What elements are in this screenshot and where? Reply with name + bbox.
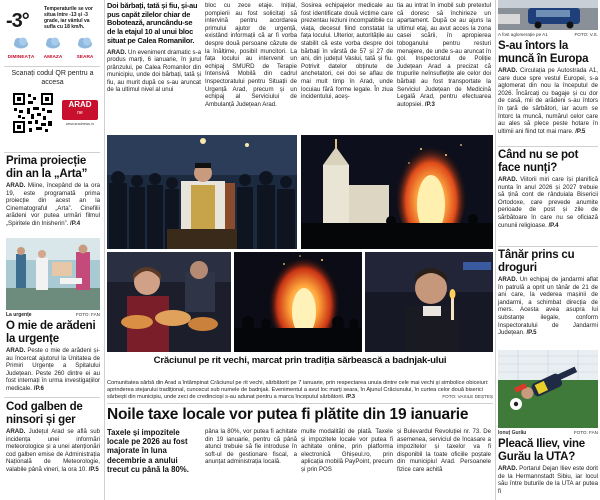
article-text: Miine, începând de la ora 19, este programată prima proiecție din acest an la Cinematograful „Arta”. Cinefilii arădeni vor putea urmări filmul „Spiritele din Inisherin”.: [6, 182, 100, 227]
article-text: Un echipaj de jandarmi aflat în patrulă a oprit un tânăr de 21 de ani care, la vederea mașinii de jandarmi, a schimbat direcția de mers. Acesta avea asupra lui substanțe ilegale, conform Inspectoratului de Jandarmi Județean.: [498, 276, 598, 337]
article-text: Portarul Dejan Iliev este dorit de la Hermannstadt Sibiu, iar locul său între buturile de la UTA ar putea fi: [498, 465, 598, 495]
photo-feature-credit: FOTO: VASILE DEȘTEȘ: [442, 394, 493, 399]
photo-feature-caption: [107, 380, 493, 401]
lead-story: [107, 0, 493, 134]
article-lead: ARAD.: [498, 176, 518, 183]
right-article-a1[interactable]: [498, 40, 598, 135]
arad-logo: [62, 100, 98, 120]
cloud-icon: [12, 36, 30, 50]
page-ref: /P.4: [548, 221, 559, 229]
weather-period-evening: [70, 36, 100, 60]
photo-church-bonfire-image: [301, 135, 493, 249]
arad-logo-caption[interactable]: www.aradnews.ro: [65, 122, 95, 126]
left-column: [0, 0, 103, 500]
article-lead: ARAD.: [6, 428, 26, 435]
headline[interactable]: S-au întors la muncă în Europa: [498, 40, 589, 65]
emergency-photo-label: La urgențe: [6, 312, 32, 318]
headline[interactable]: Când nu se pot face nunți?: [498, 149, 579, 174]
photo-goalkeeper: [498, 350, 598, 428]
weather-periods: [6, 36, 102, 64]
photo-bonfire-crowd-image: [234, 252, 362, 352]
page-ref: /P.6: [33, 384, 44, 392]
photo-woman-bread: [107, 252, 231, 352]
headline[interactable]: Pleacă Iliev, vine Gurău la UTA?: [498, 438, 585, 463]
article-body: [6, 347, 100, 393]
right-article-uta[interactable]: [498, 438, 598, 495]
emergency-photo: [6, 238, 100, 310]
article-body: [498, 276, 598, 337]
article-body: [6, 182, 100, 228]
left-article-cod-galben[interactable]: [6, 401, 100, 474]
weather-description: Temperaturile se vor situa între -13 și -3 grade, iar vântul va sufla cu 18 km/h.: [44, 6, 93, 30]
article-lead: ARAD.: [498, 465, 518, 472]
bottom-col-3: multe modalități de plată. Taxele și impozitele locale vor putea fi achitate online, prin platforma electronică Ghișeul.ro, prin aplicația mobilă PayPoint, precum și prin POS: [301, 428, 393, 473]
article-lead: ARAD.: [6, 347, 26, 354]
arad-logo-sub: ne: [77, 110, 83, 116]
lead-col-1: [107, 2, 201, 94]
lead-col-2: bloc cu zece etaje. Inițial, pompierii au fost solicitați să intervină pentru acordarea primului ajutor de urgență, existând informații că ar fi vorba despre două persoane căzute de la înălțime, posibil muncitori. La fața locului au intervenit un echipaj SMURD de Terapie Intensivă Mobilă din cadrul Inspectoratului pentru Situații de Urgență Arad, precum și un echipaj al Serviciului de Ambulanță Județean Arad.: [205, 2, 297, 108]
article-body: [498, 176, 598, 229]
caption-text: Comunitatea sârbă din Arad a întâmpinat Crăciunul pe rit vechi, sărbătorit pe 7 ianuarie, prin respectarea unuia dintre cele mai vechi și simbolice obiceiuri: aprinderea stejarului tradițional, cunoscut sub numele de badnjak. Evenimentul a avut loc marți seara, în Ajunul Crăciunului, în curtea celor două biserici sârbești din municipiu, unde zeci de credincioși s-au adunat pentru a marca începutul sărbătorii.: [107, 380, 489, 400]
weather-period-label: DIMINEAȚA: [7, 55, 35, 60]
weather-temperature: -3°: [6, 10, 29, 32]
article-text: Un eveniment dramatic s-a produs marți, 6 ianuarie, în jurul prânzului, pe Calea Romanilor din municipiu, unde doi bărbați, tată și fiu, au murit după ce s-au aruncat de la ultimul nivel al unui: [107, 48, 201, 94]
qr-text: Scanați codul QR pentru a accesa: [11, 70, 94, 86]
photo-bonfire-crowd: [234, 252, 362, 352]
bottom-deck: Taxele și impozitele locale pe 2026 au fost majorate în luna decembrie a anului trecut cu până la 80%.: [107, 428, 189, 474]
article-text: tia au intrat în imobil sub pretextul că doresc să închirieze un apartament. După ce au ajuns la ultimul etaj, au avut acces la zona casei scării, în apropierea toboganului pentru resturi menajere, de unde s-au aruncat în gol. Inspectoratul de Poliție Județean Arad a precizat că trupurile neînsuflețite ale celor doi bărbați au fost transportate la Serviciul Județean de Medicină Legală Arad, pentru efectuarea autopsiei.: [397, 2, 491, 108]
photo-priest-crowd-image: [107, 135, 297, 249]
top-photo-credit: FOTO: V.S.: [574, 32, 598, 37]
article-lead: ARAD.: [107, 48, 127, 56]
page-ref: /P.5: [88, 465, 99, 473]
bottom-col-2: pâna la 80%, vor putea fi achitate din 19 ianuarie, pentru că până atunci trebuie să fie introduse în soft-ul de gestionare fiscal, a anunțat administrația locală.: [205, 428, 297, 466]
top-photo-label: A fost aglomerație pe A1: [498, 32, 548, 37]
cloud-icon: [44, 36, 62, 50]
left-article-urgente[interactable]: [6, 320, 100, 393]
bottom-col-4: și Bulevardul Revoluției nr. 73. De asemenea, serviciul de încasare a impozitelor și taxelor va fi disponibil la toate oficiile poștale din municipiul Arad. Persoanele fizice care achită: [397, 428, 491, 473]
article-body: [498, 67, 598, 135]
weather-box: [4, 2, 101, 62]
article-body: [6, 428, 100, 474]
article-text: Peste o mie de arădeni și-au încercat ajutorul la Unitatea de Primiri Urgențe a Spitalului Județean. Peste 260 dintre ei au fost internați în urma investigațiilor medicale.: [6, 347, 100, 392]
page-ref: /P.4: [70, 219, 81, 227]
article-body: [107, 49, 201, 95]
cloud-icon: [76, 36, 94, 50]
photo-feature-headline[interactable]: Crăciunul pe rit vechi, marcat prin tradiția sărbească a badnjak-ului: [153, 355, 447, 366]
left-article-arta[interactable]: [6, 155, 100, 228]
emergency-photo-image: [6, 238, 100, 310]
photo-goalkeeper-image: [498, 350, 598, 428]
page-ref: /P.3: [345, 394, 356, 400]
photo-woman-bread-image: [107, 252, 231, 352]
goalkeeper-photo-label: Ionuț Gurău: [498, 430, 527, 436]
right-article-nunti[interactable]: [498, 149, 598, 229]
photo-man-candle: [365, 252, 493, 352]
photo-collage: [107, 135, 493, 367]
right-column: [498, 0, 600, 500]
lead-col-4: [397, 2, 491, 108]
headline[interactable]: O mie de arădeni la urgențe: [6, 320, 96, 345]
photo-highway-cars: [498, 0, 598, 30]
page-ref: /P.5: [575, 127, 586, 135]
bottom-story: [107, 406, 493, 500]
article-lead: ARAD.: [498, 276, 518, 283]
weather-period-label: AMIAZA: [43, 55, 63, 60]
page-ref: /P.3: [424, 100, 435, 108]
weather-period-noon: [38, 36, 68, 60]
headline[interactable]: Tânăr prins cu droguri: [498, 249, 575, 274]
photo-priest-crowd: [107, 135, 297, 249]
photo-highway-cars-image: [498, 0, 598, 30]
lead-headline[interactable]: Doi bărbați, tată și fiu, și-au pus capăt zilelor chiar de Bobotează, aruncându-se de la etajul 10 al unui bloc situat pe Calea Romanilor.: [107, 1, 198, 45]
article-text: Viitorii miri care își planifică nunta în anul 2026 și 2027 trebuie să țină cont de rânduiala Bisericii Ortodoxe, care prevede anumite perioade de post și zile de sărbătoare în care nu se oficiază cununii religioase.: [498, 176, 598, 229]
photo-man-candle-image: [365, 252, 493, 352]
article-body: [498, 465, 598, 495]
page-ref: /P.5: [526, 329, 537, 337]
right-article-droguri[interactable]: [498, 249, 598, 337]
headline[interactable]: Prima proiecție din an la „Arta”: [6, 155, 88, 180]
qr-block: [4, 70, 101, 150]
article-text: Circulația pe Autostrada A1, care duce spre vestul Europei, s-a aglomerat din nou la începutul de 2026. Încărcați cu bagaje și cu dor de casă, mii de arădeni s-au întors în țară de sărbători, iar acum se întorc la muncă, numărul celor care au ales să plece peste hotare în ultimii ani fiind tot mai mare.: [498, 67, 599, 135]
bottom-headline[interactable]: Noile taxe locale vor putea fi plătite din 19 ianuarie: [107, 406, 469, 423]
weather-period-morning: [6, 36, 36, 60]
emergency-photo-credit: FOTO: FAN: [75, 312, 100, 317]
headline[interactable]: Cod galben de ninsori și ger: [6, 401, 83, 426]
photo-church-bonfire: [301, 135, 493, 249]
lead-col-3: Sosirea echipajelor medicale au fost identificate două victime care prezentau leziuni incompatibile cu viața, decesul fiind constatat la fața locului. Ulterior, autoritățile au stabilit că este vorba despre doi bărbați în vârstă de 57 și 27 de ani, din județul Vaslui, tată și fiu. Potrivit datelor obținute de anchetatori, cei doi se aflau de mai mult timp în Arad, unde locuiau fără forme legale. În ziua incidentului, aceș-: [301, 2, 393, 101]
weather-period-label: SEARA: [76, 55, 94, 60]
article-lead: ARAD.: [6, 182, 26, 189]
article-text: Județul Arad se află sub incidența unei informări meteorologice și a unei atenționări cod galben emise de Administrația Națională de Meteorologie, valabile până vineri, la ora 10.: [6, 428, 100, 473]
qr-code[interactable]: [12, 92, 54, 134]
goalkeeper-photo-credit: FOTO: FAN: [573, 430, 598, 435]
article-lead: ARAD.: [498, 67, 518, 74]
arad-logo-text: ARAD: [68, 100, 92, 109]
